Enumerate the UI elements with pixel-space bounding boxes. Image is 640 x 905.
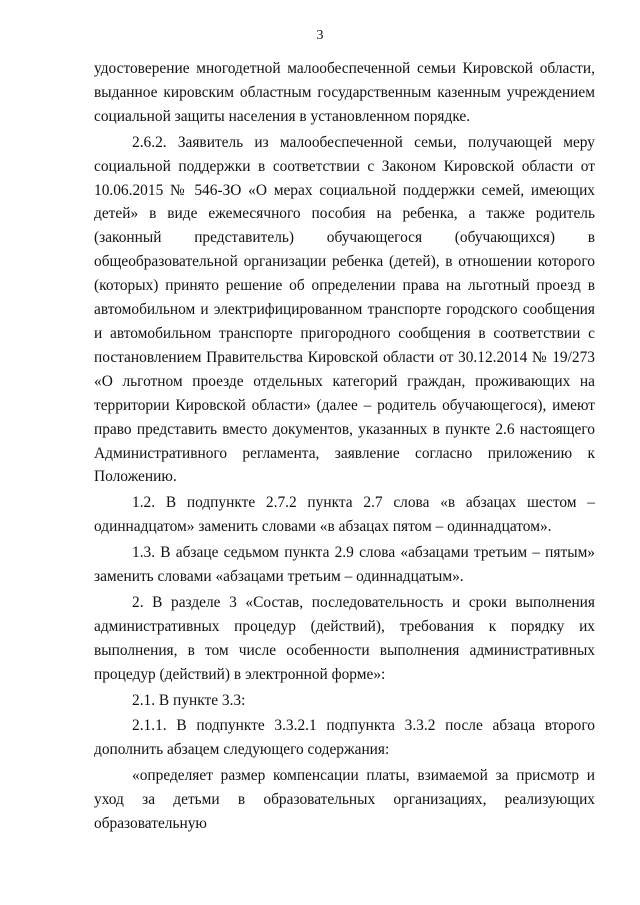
document-body	[94, 57, 595, 836]
paragraph-2-1: 2.1. В пункте 3.3:	[132, 691, 246, 709]
paragraph-certificate-continuation: удостоверение многодетной малообеспеченной семьи Кировской области, выданное кировским областным государственным казенным учреждением социальной защиты населения в установленном порядке.	[94, 60, 595, 125]
paragraph-2-6-2: 2.6.2. Заявитель из малообеспеченной семьи, получающей меру социальной поддержки в соответствии с Законом Кировской области от 10.06.2015 № 546-ЗО «О мерах социальной поддержки семей, имеющих детей» в виде ежемесячного пособия на ребенка, а также родитель (законный представитель) обучающегося (обучающихся) в общеобразовательной организации ребенка (детей), в отношении которого (которых) принято решение об определении права на льготный проезд в автомобильном и электрифицированном транспорте городского сообщения и автомобильном транспорте пригородного сообщения в соответствии с постановлением Правительства Кировской области от 30.12.2014 № 19/273 «О льготном проезде отдельных категорий граждан, проживающих на территории Кировской области» (далее – родитель обучающегося), имеют право представить вместо документов, указанных в пункте 2.6 настоящего Административного регламента, заявление согласно приложению к Положению.	[94, 133, 595, 486]
paragraph-1-3: 1.3. В абзаце седьмом пункта 2.9 слова «абзацами третьим – пятым» заменить словами «абзацами третьим – одиннадцатым».	[94, 544, 595, 586]
paragraph-2-1-1: 2.1.1. В подпункте 3.3.2.1 подпункта 3.3.2 после абзаца второго дополнить абзацем следующего содержания:	[94, 717, 595, 759]
page-number: 3	[316, 28, 324, 43]
paragraph-2-section-3: 2. В разделе 3 «Состав, последовательность и сроки выполнения административных процедур (действий), требования к порядку их выполнения, в том числе особенности выполнения административных процедур (действий) в электронной форме»:	[94, 593, 595, 683]
paragraph-quoted-amendment: «определяет размер компенсации платы, взимаемой за присмотр и уход за детьми в образовательных организациях, реализующих образовательную	[94, 767, 595, 833]
paragraph-1-2: 1.2. В подпункте 2.7.2 пункта 2.7 слова «в абзацах шестом – одиннадцатом» заменить словами «в абзацах пятом – одиннадцатом».	[94, 494, 595, 536]
